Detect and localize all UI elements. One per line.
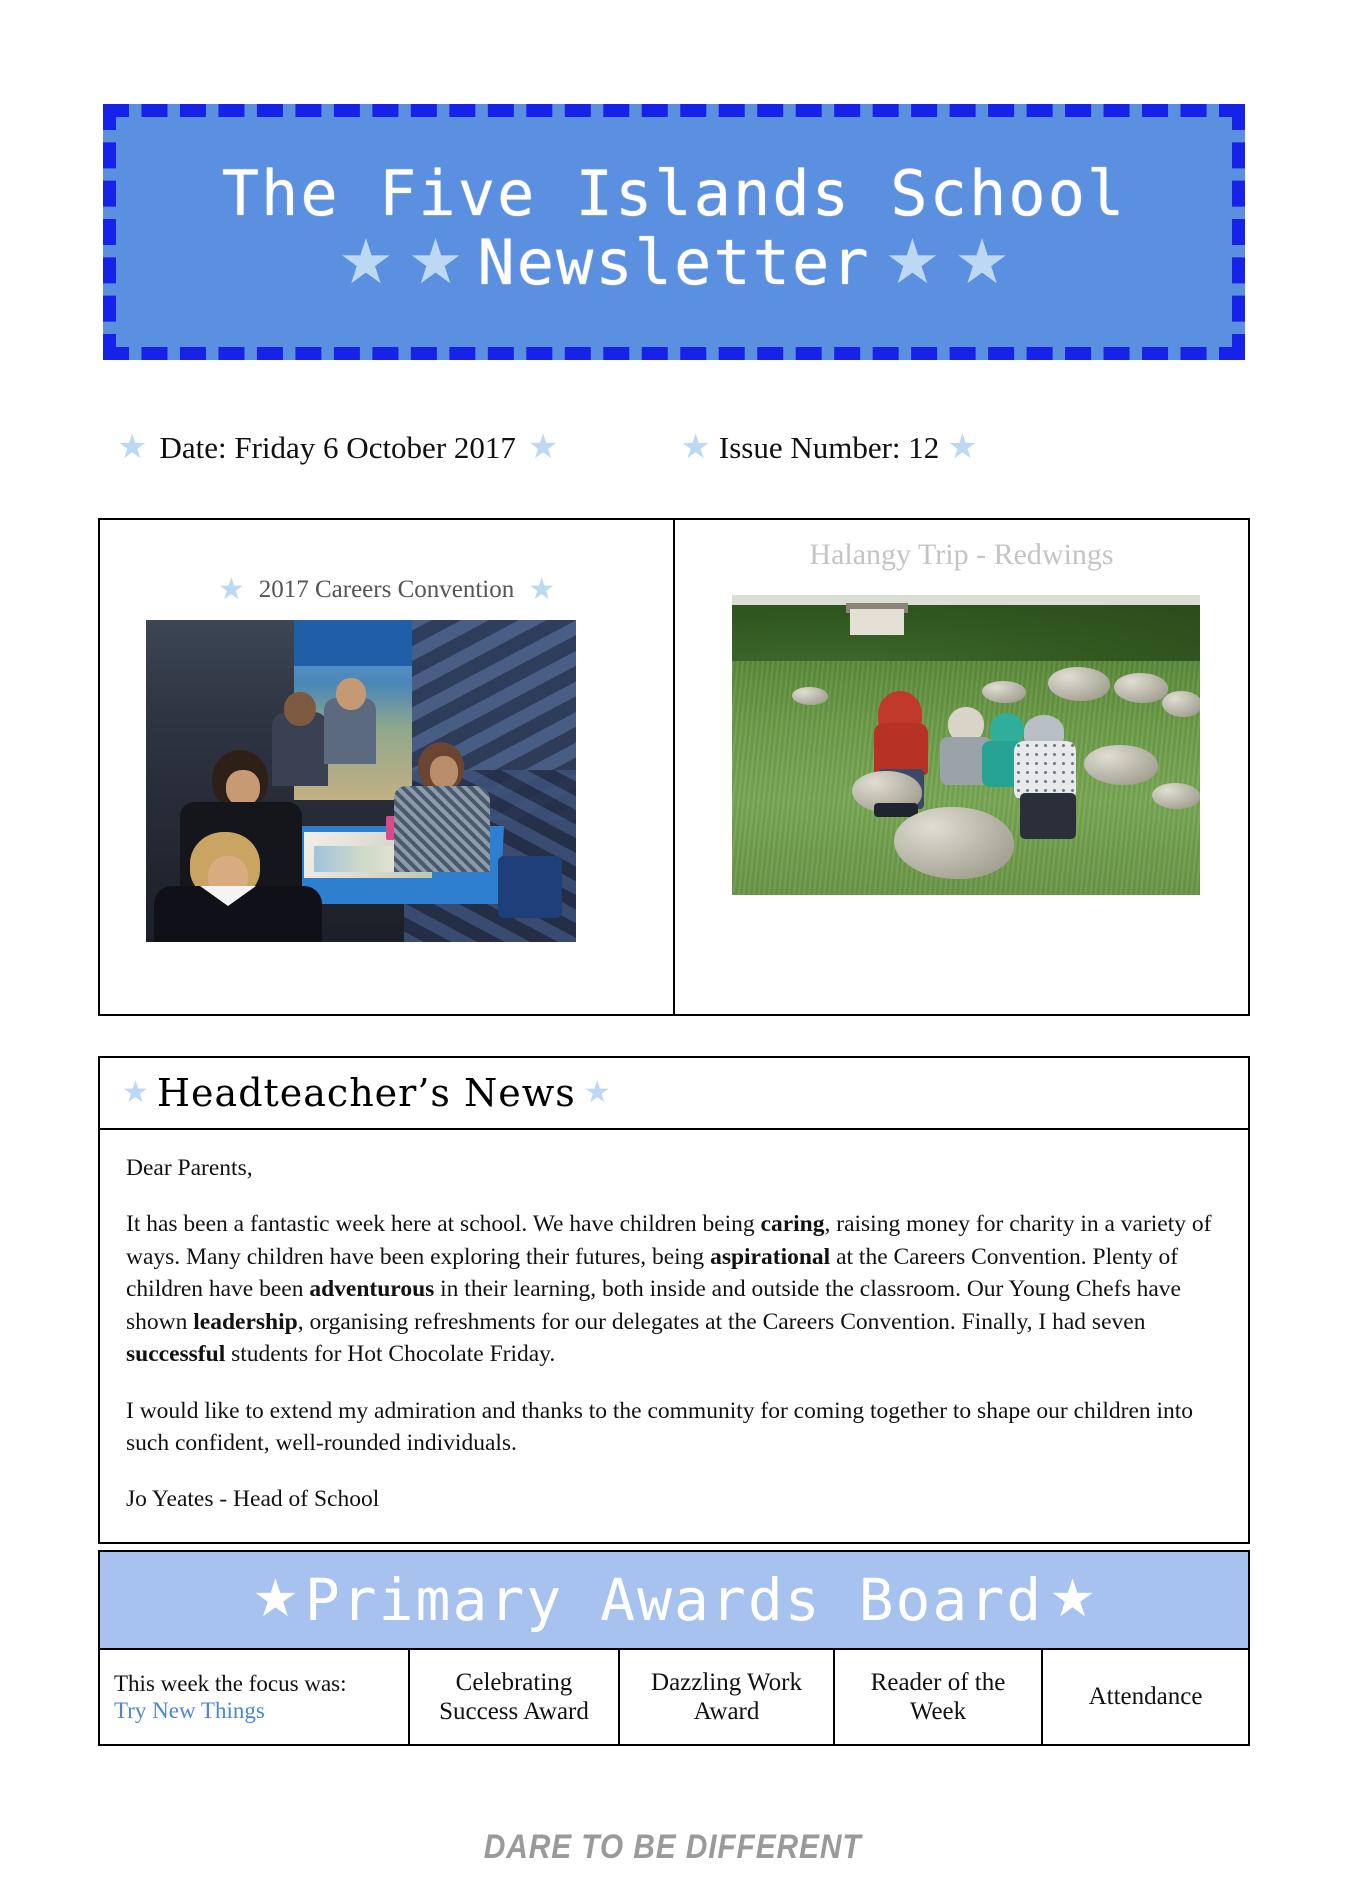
photo-caption-careers-row [100, 575, 673, 605]
photo-delegate-body [394, 786, 490, 872]
photo-cell-halangy [675, 520, 1248, 1014]
photo-student-face [226, 770, 260, 806]
star-icon: ★ [122, 1076, 149, 1109]
photo-rock [982, 681, 1026, 703]
focus-value[interactable]: Try New Things [114, 1698, 265, 1723]
photo-caption-careers: 2017 Careers Convention [258, 576, 515, 603]
awards-column-celebrating-success: Celebrating Success Award [410, 1650, 620, 1744]
headteacher-news-box [98, 1056, 1250, 1544]
photo-adult-head [336, 678, 366, 710]
masthead-title-line-2: Newsletter [477, 226, 871, 299]
awards-column-reader-of-the-week: Reader of the Week [835, 1650, 1043, 1744]
star-icon: ★ [407, 228, 464, 297]
photo-caption-halangy: Halangy Trip - Redwings [809, 538, 1114, 571]
photo-banner-top [294, 620, 412, 666]
photo-adult-head [284, 692, 316, 726]
headteacher-news-header [100, 1058, 1248, 1130]
letter-signoff: Jo Yeates - Head of School [126, 1486, 380, 1513]
star-icon: ★ [884, 228, 941, 297]
issue-block [680, 430, 977, 466]
awards-column-dazzling-work: Dazzling Work Award [620, 1650, 835, 1744]
photo-panel [98, 518, 1250, 1016]
footer-motto: DARE TO BE DIFFERENT [483, 1828, 862, 1866]
photo-halangy-trip [732, 595, 1200, 895]
star-icon: ★ [583, 1076, 611, 1109]
star-icon: ★ [954, 228, 1010, 297]
photo-caption-halangy-row [675, 538, 1248, 572]
photo-careers-convention [146, 620, 576, 942]
star-icon: ★ [1049, 1571, 1096, 1628]
masthead-container [95, 96, 1253, 368]
photo-rock [1162, 691, 1200, 717]
awards-board-banner [100, 1552, 1248, 1650]
star-icon: ★ [252, 1571, 299, 1628]
footer [0, 1828, 1345, 1867]
awards-cell-focus [100, 1650, 410, 1744]
photo-child-red-body [874, 723, 928, 775]
letter-paragraph-2: I would like to extend my admiration and thanks to the community for coming together to shape our children into such confident, well-rounded individuals. [126, 1397, 1194, 1456]
headteacher-news-title: Headteacher’s News [156, 1071, 576, 1115]
photo-rock [792, 687, 828, 705]
photo-child-legs [1020, 793, 1076, 839]
date-text: Date: Friday 6 October 2017 [159, 430, 516, 465]
star-icon: ★ [117, 429, 148, 466]
star-icon: ★ [338, 228, 394, 297]
masthead-title-line-1: The Five Islands School [221, 156, 1127, 230]
photo-building [850, 609, 904, 635]
masthead-banner [103, 104, 1245, 360]
focus-label: This week the focus was: [114, 1670, 347, 1696]
letter-paragraph-1: It has been a fantastic week here at school. We have children being caring, raising money for charity in a variety of ways. Many children have been exploring their futures, being aspirational at the Careers Convention. Plenty of children have been adventurous in their learning, both inside and outside the classroom. Our Young Chefs have shown leadership, organising refreshments for our delegates at the Careers Convention. Finally, I had seven successful students for Hot Chocolate Friday. [126, 1211, 1212, 1368]
photo-rock [1048, 667, 1110, 701]
photo-delegate-face [430, 756, 458, 788]
star-icon: ★ [217, 573, 245, 606]
star-icon: ★ [947, 429, 978, 466]
headteacher-news-body [100, 1130, 1248, 1542]
photo-bag [498, 856, 562, 918]
date-block [117, 430, 558, 466]
star-icon: ★ [680, 429, 711, 466]
issue-number-text: Issue Number: 12 [718, 430, 940, 465]
star-icon: ★ [527, 429, 559, 466]
photo-rock [1114, 673, 1168, 703]
primary-awards-board [98, 1550, 1250, 1746]
issue-meta-row [95, 425, 1253, 471]
photo-rock [1152, 783, 1200, 809]
photo-cell-careers [100, 520, 675, 1014]
awards-table [100, 1650, 1248, 1744]
masthead-title-line-2-row [338, 226, 1010, 299]
awards-board-title: Primary Awards Board [304, 1566, 1044, 1634]
letter-greeting: Dear Parents, [126, 1155, 253, 1181]
awards-column-attendance: Attendance [1088, 1683, 1203, 1711]
star-icon: ★ [528, 573, 556, 606]
photo-rock [1084, 745, 1158, 785]
photo-child-body [1014, 741, 1076, 801]
